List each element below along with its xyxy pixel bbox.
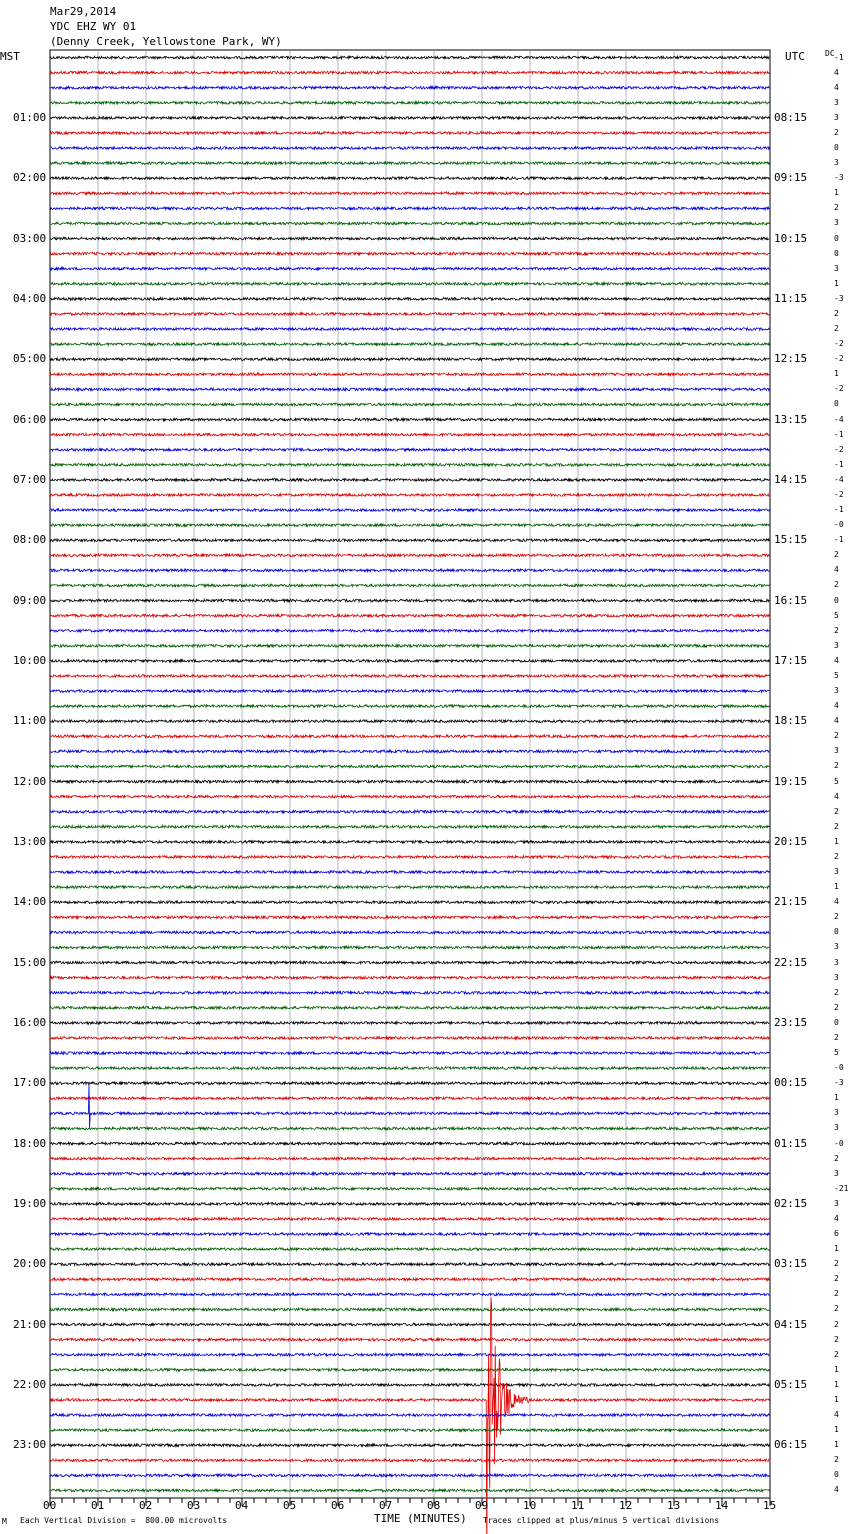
dc-offset-label: -1: [834, 505, 844, 515]
hour-label-utc: 20:15: [774, 834, 808, 848]
dc-offset-label: 0: [834, 595, 839, 605]
hour-label-mst: 05:00: [13, 352, 47, 366]
dc-offset-label: 1: [834, 1093, 839, 1103]
x-axis-title: TIME (MINUTES): [374, 1512, 467, 1525]
hour-label-utc: 13:15: [774, 412, 808, 426]
trace-row: [50, 102, 769, 105]
hour-label-utc: 18:15: [774, 714, 808, 728]
hour-label-utc: 12:15: [774, 352, 808, 366]
x-tick-label: 15: [763, 1499, 777, 1512]
hour-label-mst: 09:00: [13, 593, 47, 607]
trace-row: [50, 1082, 769, 1085]
trace-row: [50, 403, 769, 406]
dc-offset-label: -2: [834, 354, 844, 364]
trace-row: [50, 1474, 769, 1477]
trace-row: [50, 1278, 769, 1281]
trace-row: [50, 1037, 769, 1040]
trace-row: [50, 71, 769, 74]
dc-offset-label: 2: [834, 731, 839, 741]
dc-offset-label: 1: [834, 836, 839, 846]
trace-row: [50, 795, 769, 798]
dc-offset-label: 1: [834, 1394, 839, 1404]
dc-offset-label: 0: [834, 1470, 839, 1480]
trace-row: [50, 1323, 769, 1326]
dc-offset-label: 1: [834, 278, 839, 288]
trace-row: [50, 645, 769, 648]
dc-offset-label: 3: [834, 867, 839, 877]
hour-label-utc: 23:15: [774, 1015, 808, 1029]
trace-row: [50, 1203, 769, 1206]
trace-row: [50, 871, 769, 874]
trace-row: [50, 841, 769, 844]
hour-label-mst: 16:00: [13, 1015, 47, 1029]
dc-offset-label: 2: [834, 203, 839, 213]
x-tick-label: 14: [715, 1499, 729, 1512]
trace-row: [50, 358, 769, 361]
hour-label-mst: 02:00: [13, 171, 47, 185]
x-tick-label: 02: [139, 1499, 153, 1512]
trace-row: [50, 1233, 769, 1236]
trace-row: [50, 599, 769, 602]
hour-label-utc: 03:15: [774, 1257, 808, 1271]
dc-offset-label: -0: [834, 1138, 844, 1148]
hour-label-mst: 18:00: [13, 1136, 47, 1150]
trace-row: [50, 494, 769, 497]
dc-offset-label: 2: [834, 625, 839, 635]
dc-offset-label: 4: [834, 1410, 839, 1420]
location-label: (Denny Creek, Yellowstone Park, WY): [50, 35, 282, 48]
trace-row: [50, 901, 769, 904]
trace-row: [50, 1353, 769, 1356]
dc-offset-label: 5: [834, 1048, 839, 1058]
trace-row: [50, 961, 769, 964]
x-tick-label: 13: [667, 1499, 681, 1512]
clip-note: Traces clipped at plus/minus 5 vertical divisions: [483, 1516, 720, 1525]
trace-row: [50, 524, 769, 527]
x-tick-label: 08: [427, 1499, 441, 1512]
trace-row: [50, 1248, 769, 1251]
dc-offset-label: 2: [834, 580, 839, 590]
trace-row: [50, 1489, 769, 1492]
trace-row: [50, 991, 769, 994]
trace-row: [50, 1052, 769, 1055]
dc-offset-label: -1: [834, 429, 844, 439]
dc-offset-label: 3: [834, 1108, 839, 1118]
dc-offset-label: -4: [834, 414, 844, 424]
trace-row: [50, 1338, 769, 1341]
trace-row: [50, 705, 769, 708]
hour-label-mst: 11:00: [13, 714, 47, 728]
hour-label-utc: 10:15: [774, 231, 808, 245]
trace-row: [50, 86, 769, 89]
trace-row: [50, 1444, 769, 1447]
dc-offset-label: 2: [834, 1334, 839, 1344]
dc-offset-label: -1: [834, 535, 844, 545]
dc-offset-label: 3: [834, 746, 839, 756]
x-tick-label: 07: [379, 1499, 393, 1512]
trace-row: [50, 1293, 769, 1296]
dc-offset-label: 2: [834, 806, 839, 816]
hour-label-mst: 19:00: [13, 1196, 47, 1210]
dc-offset-label: 0: [834, 143, 839, 153]
trace-row: [50, 1082, 769, 1129]
trace-row: [50, 313, 769, 316]
trace-row: [50, 584, 769, 587]
hour-label-mst: 06:00: [13, 412, 47, 426]
x-tick-label: 00: [43, 1499, 57, 1512]
hour-label-mst: 21:00: [13, 1317, 47, 1331]
left-timezone-label: MST: [0, 50, 20, 63]
dc-offset-label: -2: [834, 444, 844, 454]
hour-label-utc: 05:15: [774, 1377, 808, 1391]
dc-offset-label: 2: [834, 987, 839, 997]
trace-row: [50, 373, 769, 376]
trace-row: [50, 509, 769, 512]
trace-row: [50, 1429, 769, 1432]
date-label: Mar29,2014: [50, 5, 117, 18]
dc-offset-label: 3: [834, 957, 839, 967]
trace-row: [50, 479, 769, 482]
hour-label-mst: 04:00: [13, 291, 47, 305]
dc-offset-label: 4: [834, 82, 839, 92]
dc-offset-label: -1: [834, 459, 844, 469]
dc-offset-label: 6: [834, 1229, 839, 1239]
dc-offset-label: 2: [834, 851, 839, 861]
trace-row: [50, 1308, 769, 1311]
trace-row: [50, 222, 769, 225]
trace-row: [50, 614, 769, 617]
corner-mark: M: [2, 1517, 7, 1526]
trace-row: [50, 1067, 769, 1070]
x-tick-label: 09: [475, 1499, 489, 1512]
dc-offset-label: 1: [834, 369, 839, 379]
trace-row: [50, 237, 769, 240]
dc-offset-label: -3: [834, 293, 844, 303]
trace-row: [50, 418, 769, 421]
trace-row: [50, 916, 769, 919]
dc-offset-label: 0: [834, 1017, 839, 1027]
dc-offset-label: 2: [834, 324, 839, 334]
dc-offset-label: 2: [834, 821, 839, 831]
dc-offset-label: -2: [834, 384, 844, 394]
dc-offset-label: 4: [834, 791, 839, 801]
trace-row: [50, 780, 769, 783]
trace-row: [50, 1172, 769, 1175]
trace-row: [50, 1459, 769, 1462]
dc-offset-label: -0: [834, 1063, 844, 1073]
hour-label-utc: 01:15: [774, 1136, 808, 1150]
hour-label-utc: 14:15: [774, 472, 808, 486]
hour-label-utc: 09:15: [774, 171, 808, 185]
dc-offset-label: 1: [834, 1440, 839, 1450]
dc-offset-label: 1: [834, 1364, 839, 1374]
hour-label-utc: 16:15: [774, 593, 808, 607]
trace-row: [50, 675, 769, 678]
hour-label-utc: 22:15: [774, 955, 808, 969]
x-tick-label: 05: [283, 1499, 297, 1512]
hour-label-mst: 07:00: [13, 472, 47, 486]
trace-row: [50, 1188, 769, 1191]
dc-offset-label: 3: [834, 640, 839, 650]
dc-offset-label: 4: [834, 655, 839, 665]
trace-row: [50, 886, 769, 889]
trace-row: [50, 539, 769, 542]
trace-row: [50, 267, 769, 270]
trace-row: [50, 856, 769, 859]
hour-label-mst: 10:00: [13, 653, 47, 667]
dc-offset-label: 2: [834, 1259, 839, 1269]
right-timezone-label: UTC: [785, 50, 805, 63]
hour-label-mst: 23:00: [13, 1438, 47, 1452]
dc-label: DC: [825, 49, 835, 58]
dc-offset-label: 0: [834, 233, 839, 243]
dc-offset-label: 4: [834, 565, 839, 575]
trace-row: [50, 1097, 769, 1100]
x-tick-label: 12: [619, 1499, 633, 1512]
x-tick-label: 01: [91, 1499, 105, 1512]
dc-offset-label: 5: [834, 776, 839, 786]
dc-offset-label: 2: [834, 1032, 839, 1042]
trace-row: [50, 192, 769, 195]
trace-row: [50, 931, 769, 934]
hour-label-utc: 15:15: [774, 533, 808, 547]
dc-offset-label: 3: [834, 686, 839, 696]
trace-row: [50, 117, 769, 120]
trace-row: [50, 388, 769, 391]
dc-offset-label: 2: [834, 1153, 839, 1163]
dc-offset-label: 2: [834, 1289, 839, 1299]
hour-label-utc: 08:15: [774, 110, 808, 124]
trace-row: [50, 720, 769, 723]
x-tick-label: 03: [187, 1499, 201, 1512]
trace-row: [50, 810, 769, 813]
trace-row: [50, 1142, 769, 1145]
trace-row: [50, 1218, 769, 1221]
trace-row: [50, 1414, 769, 1417]
dc-offset-label: 5: [834, 670, 839, 680]
trace-row: [50, 826, 769, 829]
dc-offset-label: 3: [834, 1198, 839, 1208]
dc-offset-label: 2: [834, 1002, 839, 1012]
trace-row: [50, 946, 769, 949]
trace-row: [50, 1022, 769, 1025]
dc-offset-label: -2: [834, 339, 844, 349]
hour-label-mst: 14:00: [13, 895, 47, 909]
hour-label-utc: 11:15: [774, 291, 808, 305]
trace-row: [50, 343, 769, 346]
dc-offset-label: 2: [834, 1274, 839, 1284]
hour-label-utc: 19:15: [774, 774, 808, 788]
dc-offset-label: -3: [834, 173, 844, 183]
x-tick-label: 10: [523, 1499, 537, 1512]
trace-row: [50, 629, 769, 632]
hour-label-mst: 13:00: [13, 834, 47, 848]
trace-row: [50, 1157, 769, 1160]
trace-row: [50, 252, 769, 255]
hour-label-utc: 02:15: [774, 1196, 808, 1210]
hour-label-mst: 08:00: [13, 533, 47, 547]
dc-offset-label: 3: [834, 158, 839, 168]
dc-offset-label: 1: [834, 1379, 839, 1389]
hour-label-mst: 15:00: [13, 955, 47, 969]
dc-offset-label: 1: [834, 1244, 839, 1254]
x-tick-label: 04: [235, 1499, 249, 1512]
dc-offset-label: 0: [834, 927, 839, 937]
dc-offset-label: -0: [834, 520, 844, 530]
dc-offset-label: 0: [834, 399, 839, 409]
trace-row: [50, 56, 769, 59]
dc-offset-label: 3: [834, 972, 839, 982]
dc-offset-label: 3: [834, 1168, 839, 1178]
hour-label-mst: 03:00: [13, 231, 47, 245]
dc-offset-label: 4: [834, 716, 839, 726]
trace-row: [50, 735, 769, 738]
trace-row: [50, 1263, 769, 1266]
hour-label-utc: 00:15: [774, 1076, 808, 1090]
hour-label-utc: 17:15: [774, 653, 808, 667]
dc-offset-label: 1: [834, 882, 839, 892]
trace-row: [50, 1007, 769, 1010]
dc-offset-label: 4: [834, 897, 839, 907]
hour-label-utc: 04:15: [774, 1317, 808, 1331]
trace-row: [50, 464, 769, 467]
dc-offset-label: 1: [834, 188, 839, 198]
dc-offset-label: 4: [834, 1485, 839, 1495]
dc-offset-label: 5: [834, 610, 839, 620]
dc-offset-label: -1: [834, 52, 844, 62]
trace-row: [50, 433, 769, 436]
dc-offset-label: 3: [834, 942, 839, 952]
hour-label-mst: 12:00: [13, 774, 47, 788]
trace-row: [50, 448, 769, 451]
trace-row: [50, 283, 769, 286]
trace-row: [50, 177, 769, 180]
dc-offset-label: 2: [834, 1455, 839, 1465]
dc-offset-label: 2: [834, 550, 839, 560]
dc-offset-label: 3: [834, 112, 839, 122]
dc-offset-label: 4: [834, 1213, 839, 1223]
trace-row: [50, 976, 769, 979]
dc-offset-label: 2: [834, 1304, 839, 1314]
dc-offset-label: 2: [834, 1319, 839, 1329]
trace-row: [50, 1384, 769, 1387]
x-tick-label: 06: [331, 1499, 345, 1512]
dc-offset-label: 2: [834, 912, 839, 922]
trace-row: [50, 554, 769, 557]
trace-row: [50, 1369, 769, 1372]
trace-row: [50, 147, 769, 150]
trace-row: [50, 162, 769, 165]
dc-offset-label: -2: [834, 489, 844, 499]
hour-label-mst: 01:00: [13, 110, 47, 124]
trace-row: [50, 1127, 769, 1130]
trace-row: [50, 690, 769, 693]
dc-offset-label: 3: [834, 218, 839, 228]
hour-label-utc: 21:15: [774, 895, 808, 909]
x-tick-label: 11: [571, 1499, 585, 1512]
dc-offset-label: -4: [834, 474, 844, 484]
dc-offset-label: 3: [834, 97, 839, 107]
trace-row: [50, 569, 769, 572]
dc-offset-label: 3: [834, 1123, 839, 1133]
dc-offset-label: -21: [834, 1183, 849, 1193]
station-label: YDC EHZ WY 01: [50, 20, 137, 33]
dc-offset-label: 4: [834, 701, 839, 711]
hour-label-mst: 20:00: [13, 1257, 47, 1271]
trace-row: [50, 750, 769, 753]
trace-row: [50, 207, 769, 210]
dc-offset-label: 2: [834, 1349, 839, 1359]
hour-label-mst: 17:00: [13, 1076, 47, 1090]
dc-offset-label: -3: [834, 1078, 844, 1088]
trace-row: [50, 328, 769, 331]
dc-offset-label: 2: [834, 308, 839, 318]
dc-offset-label: 4: [834, 67, 839, 77]
dc-offset-label: 3: [834, 263, 839, 273]
trace-row: [50, 765, 769, 768]
trace-row: [50, 660, 769, 663]
hour-label-mst: 22:00: [13, 1377, 47, 1391]
scale-note: Each Vertical Division = 800.00 microvolts: [20, 1516, 228, 1525]
hour-label-utc: 06:15: [774, 1438, 808, 1452]
dc-offset-label: 2: [834, 127, 839, 137]
trace-row: [50, 298, 769, 301]
trace-row: [50, 132, 769, 135]
dc-offset-label: 2: [834, 761, 839, 771]
dc-offset-label: 0: [834, 248, 839, 258]
dc-offset-label: 1: [834, 1425, 839, 1435]
